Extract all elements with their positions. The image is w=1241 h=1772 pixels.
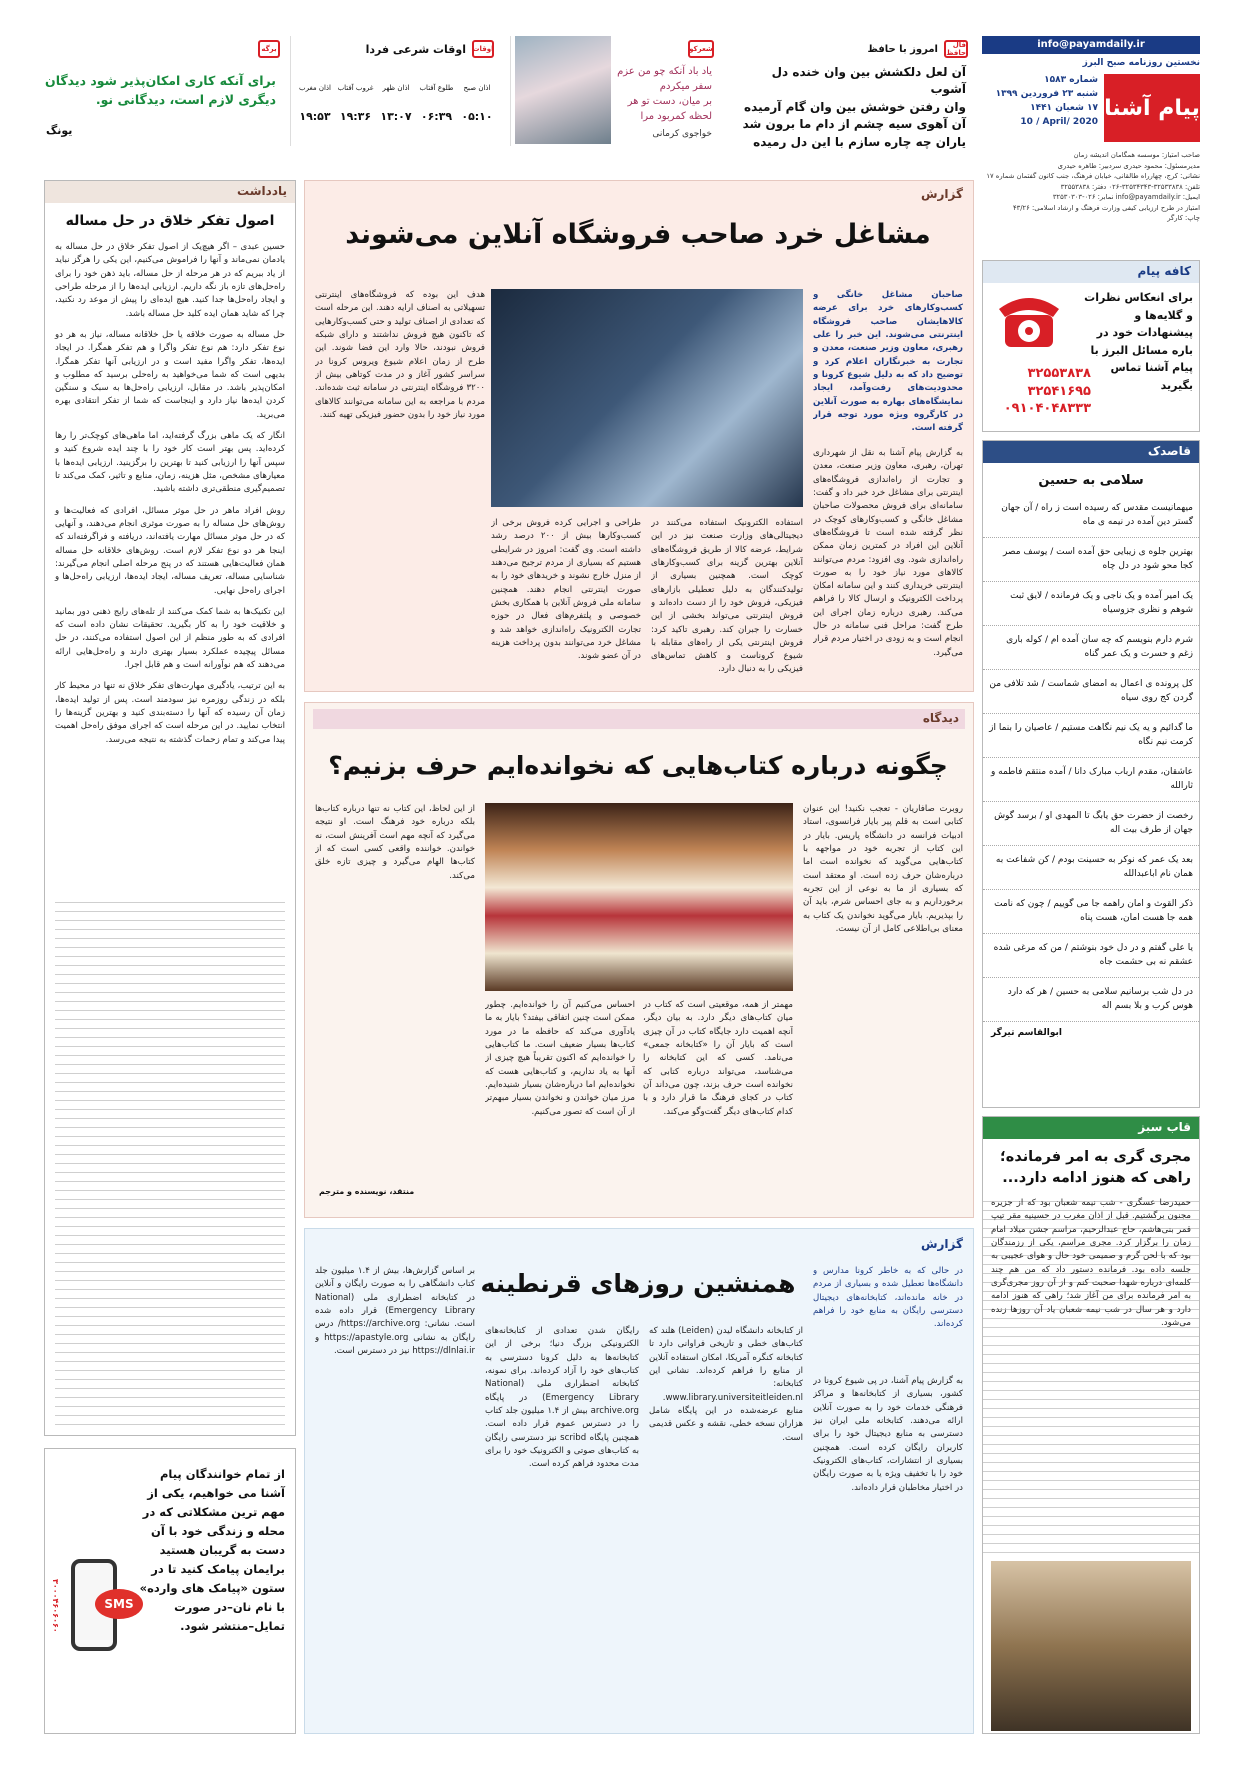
- logo: پیام آشنا: [1104, 74, 1200, 142]
- credit-line: صاحب امتیاز: موسسه همگامان اندیشه زمان: [1073, 151, 1200, 159]
- ghasedak-box: [982, 440, 1200, 1108]
- editorial-title: اصول تفکر خلاق در حل مساله: [65, 213, 275, 229]
- sms-number[interactable]: ۳۰۰۰۴۶۰۶۰۶۰: [51, 1579, 60, 1633]
- poem-couplet: بعد یک عمر که نوکر به حسینت بودم / کن شفاعت به همان نام اباعبدالله: [983, 846, 1199, 890]
- report2-tag: گزارش: [920, 1237, 963, 1251]
- didgah-source: منتقد، نویسنده و مترجم: [319, 1187, 415, 1196]
- editorial-text-continuation: [55, 901, 285, 1425]
- verse-line: یاد باد آنکه چو من عزم سفر میکردم: [617, 66, 712, 92]
- report1-image-cart: [491, 289, 803, 507]
- credit-line: چاپ: کارگر: [1167, 214, 1200, 223]
- prayer-title: اوقات شرعی فردا: [365, 42, 466, 56]
- didgah-box: [304, 702, 974, 1218]
- credits: [982, 150, 1200, 224]
- issue-number: شماره ۱۵۸۳: [1044, 75, 1098, 85]
- hafez-badge: فال حافظ: [944, 40, 968, 58]
- poem-couplet: در دل شب برسانیم سلامی به حسین / هر که دارد هوس کرب و بلا بسم اله: [983, 978, 1199, 1022]
- prayer-head: اذان ظهر: [382, 84, 410, 92]
- prayer-head: غروب آفتاب: [337, 84, 374, 92]
- didgah-tag: دیدگاه: [922, 711, 959, 725]
- report2-box: [304, 1228, 974, 1734]
- cafe-phone[interactable]: ۳۲۵۵۳۸۳۸: [1027, 366, 1091, 381]
- report1-title: مشاغل خرد صاحب فروشگاه آنلاین می‌شوند: [345, 219, 931, 250]
- didgah-image-books: [485, 803, 793, 991]
- date-hijri: ۱۷ شعبان ۱۴۴۱: [1030, 102, 1098, 113]
- report2-col3: رایگان شدن تعدادی از کتابخانه‌های الکترونیکی بزرگ دنیا؛ برخی از این کتابخانه‌ها به دلیل کرونا دسترسی به کتاب‌های خود را آزاد کرده‌اند. برای نمونه، کتابخانه اضطراری ملی (National Emergency Library) در پایگاه archive.org بیش از ۱.۴ میلیون جلد کتاب را در دسترس عموم قرار داده است. همچنین پایگاه scribd نیز دسترسی رایگان به کتاب‌های صوتی و الکترونیک خود را برای مدت محدود فراهم کرده است.: [485, 1326, 639, 1470]
- sms-icon: SMS: [95, 1589, 143, 1619]
- report2-lead: در حالی که به خاطر کرونا مدارس و دانشگاه‌ها تعطیل شده و بسیاری از مردم در خانه مانده‌اند، کتابخانه‌های دیجیتال دسترسی رایگان به منابع خود را فراهم کرده‌اند.: [813, 1266, 963, 1330]
- poem-couplet: ذکر القوث و امان راهمه جا می گوییم / چون که نامت همه جا هست امان، هست پناه: [983, 890, 1199, 934]
- phone-icon: [993, 291, 1065, 351]
- ghasedak-poet: ابوالقاسم تیرگر: [991, 1028, 1062, 1038]
- ghasedak-title: سلامی به حسین: [1038, 473, 1144, 488]
- prayer-badge: اوقات: [472, 40, 494, 58]
- report2-col4: بر اساس گزارش‌ها، بیش از ۱.۴ میلیون جلد کتاب دانشگاهی را به صورت رایگان و آنلاین در کتابخانه اضطراری ملی (National Emergency Library) قرار داده شده است. نشانی: https://archive.org/ درس رایگان به نشانی https://apastyle.org و https://dlnlai.ir نیز در دسترس است.: [315, 1266, 475, 1356]
- quote-text: برای آنکه کاری امکان‌پذیر شود دیدگان دیگری لازم است، دیدگانی نو.: [45, 73, 276, 107]
- editorial-tag: یادداشت: [45, 181, 295, 203]
- prayer-box: [290, 36, 500, 146]
- tagline: نخستین روزنامه صبح البرز: [1082, 58, 1200, 68]
- date-english: 10 / April/ 2020: [1020, 116, 1098, 127]
- poem-couplet: بهترین جلوه ی زیبایی حق آمده است / یوسف مصر کجا محو شود در دل چاه: [983, 538, 1199, 582]
- cafe-phone[interactable]: ۳۲۵۴۱۶۹۵: [1027, 383, 1091, 399]
- report2-col1: به گزارش پیام آشنا، در پی شیوع کرونا در کشور، بسیاری از کتابخانه‌ها و مراکز فرهنگی خدمات خود را به صورت آنلاین ارائه می‌دهند. کتابخانه ملی ایران نیز دسترسی به منابع دیجیتال خود را برای کاربران رایگان کرده است. همچنین بسیاری از انتشارات، کتاب‌های الکترونیک خود را با تخفیف ویژه یا به صورت رایگان در اختیار مخاطبان قرار داده‌اند.: [813, 1376, 963, 1493]
- report1-col4: هدف این بوده که فروشگاه‌های اینترنتی تسهیلاتی به اصناف ارایه دهند. این مرحله است که تعدادی از اصناف تولید و حتی کسب‌وکارهایی که تاکنون هیچ فروش نداشتند و دارای شبکه فروش نبودند، حالا وارد این فضا شوند. این طرح از زمان اعلام شیوع ویروس کرونا در سراسر کشور آغاز و در مدت کوتاهی بیش از ۳۲۰۰ فروشگاه اینترنتی در سامانه ثبت شده‌اند. مردم با مراجعه به این سامانه می‌توانند کالاهای مورد نیاز خود را بدون حضور فیزیکی تهیه کنند.: [315, 290, 485, 420]
- poem-couplet: کل پرونده ی اعمال به امضای شماست / شد تلافی من گردن کج روی سیاه: [983, 670, 1199, 714]
- report1-col3: طراحی و اجرایی کرده فروش برخی از کسب‌وکارها بیش از ۲۰۰ درصد رشد داشته است. وی گفت: امروز در شرایطی هستیم که بسیاری از مردم ترجیح می‌دهند از منزل خارج نشوند و خریدهای خود را به صورت اینترنتی انجام دهند. همچنین سامانه ملی فروش آنلاین با همکاری بخش خصوصی و پلتفرم‌های فعال در حوزه تجارت الکترونیک راه‌اندازی خواهد شد و مشاغل خرد می‌توانند بدون پرداخت هزینه در آن عضو شوند.: [491, 518, 641, 662]
- soldier-photo: [991, 1561, 1191, 1731]
- credit-line: امتیاز در طرح ارزیابی کیفی وزارت فرهنگ و ارشاد اسلامی: ۴۳/۲۶: [1012, 203, 1200, 212]
- report1-lead: صاحبان مشاغل خانگی و کسب‌وکارهای خرد برای عرضه کالاهایشان صاحب فروشگاه اینترنتی می‌شوند. این خبر را علی رهبری، معاون وزیر صنعت، معدن و تجارت به خبرنگاران اعلام کرد و توضیح داد که به دلیل شیوع کرونا و محدودیت‌های رفت‌وآمد، ایجاد نمایشگاه‌های بهاره به صورت آنلاین در کارگروه ویژه مورد توجه قرار گرفته است.: [813, 290, 963, 434]
- poem-couplet: ما گدائیم و یه یک نیم نگاهت مستیم / عاصیان را بنما از کرمت نیم نگاه: [983, 714, 1199, 758]
- report2-title: همنشین روزهای قرنطینه: [480, 1269, 796, 1298]
- editorial-paragraph: انگار که یک ماهی بزرگ گرفته‌اید، اما ماهی‌های کوچک‌تر را رها کرده‌اید. پس بهتر است کار خود را با چند ایده شروع کنید و سپس آنها را ارزیابی کنید تا بهترین را برگزینید. ارزیابی ایده‌ها با معیارهای مشخص، مثل هزینه، زمان، منابع و تاثیر، کمک می‌کند تا تصمیم‌گیری منطقی‌تری داشته باشید.: [55, 431, 285, 495]
- hafez-poem-line: یاران چه چاره سازم با این دل رمیده: [753, 134, 966, 149]
- editorial-paragraph: روش افراد ماهر در حل موثر مسائل، افرادی که فعالیت‌ها و روش‌های حل مساله را به صورت موثری انجام می‌دهند، و آنهایی که در حل موثر مسائل مهارت یافته‌اند، دریافته و فراگرفته‌اند که اینجا هر دو نوع تفکر لازم است. روش‌های خلاقانه حل مساله همان فعالیت‌هایی هستند که در پنج مرحله اصلی انجام می‌گیرند: شناسایی مساله، تعریف مساله، ایجاد ایده‌ها، ارزیابی راه‌حل‌ها و اجرای راه‌حل نهایی.: [55, 505, 285, 596]
- editorial-paragraph: حسین عبدی – اگر هیچ‌یک از اصول تفکر خلاق در حل مساله به یادمان نمی‌ماند و آنها را فراموش می‌کنیم، این یکی را هرگز نباید از یاد ببریم که در هر مرحله از حل مساله، باید ذهن خود را برای راه‌حل‌های تازه باز نگه داریم. ارزیابی ایده‌ها را از مرحله طراحی و ایجاد راه‌حل‌ها جدا کنید. هیچ ایده‌ای را پیش از موعد رد نکنید، چرا که شاید همان ایده کلید حل مساله باشد.: [55, 242, 285, 319]
- report1-col2: استفاده الکترونیک استفاده می‌کنند در دیجیتالی‌های وزارت صنعت نیز در این شرایط، عرضه کالا از طریق فروشگاه‌های آنلاین بهترین گزینه برای کسب‌وکارهای کوچک است. همچنین بسیاری از تولیدکنندگان به دلیل تعطیلی بازارهای فیزیکی، فروش خود را از دست داده‌اند و فروش اینترنتی می‌تواند بخشی از این خسارت را جبران کند. رهبری تاکید کرد: فروش اینترنتی یکی از راه‌های مقابله با شیوع کروناست و کاهش تماس‌های فیزیکی را به دنبال دارد.: [651, 518, 803, 675]
- credit-line: ایمیل: info@payamdaily.ir نمابر: ۰۲۶-۳۲۵۳۰۳۰۳: [1052, 193, 1200, 202]
- poem-couplet: شرم دارم بنویسم که چه سان آمده ام / کوله باری زغم و حسرت و یک عمر گناه: [983, 626, 1199, 670]
- prayer-time: ۰۶:۳۹: [420, 110, 453, 123]
- prayer-time: ۱۹:۳۶: [339, 110, 372, 123]
- didgah-title: چگونه درباره کتاب‌هایی که نخوانده‌ایم حرف بزنیم؟: [328, 751, 948, 780]
- email-bar: info@payamdaily.ir: [982, 36, 1200, 54]
- didgah-col1: روبرت صافاریان - تعجب نکنید! این عنوان کتابی است به قلم پیر بایار فرانسوی، استاد ادبیات فرانسه در دانشگاه پاریس. بایار در این کتاب از تجربه خود در مواجهه با کتاب‌هایی می‌گوید که نخوانده است اما درباره‌شان حرف زده است. او معتقد است که بسیاری از ما به نوعی از این تجربه برخورداریم و به جای احساس شرم، باید آن را بپذیریم. بایار می‌گوید نخواندن یک کتاب به معنای بی‌اطلاعی کامل از آن نیست.: [803, 804, 963, 934]
- poem-couplet: میهمانیست مقدس که رسیده است ز راه / آن جهان گستر دین آمده در نیمه ی ماه: [983, 494, 1199, 538]
- quote-box: [40, 36, 280, 146]
- cafe-phone[interactable]: ۰۹۱۰۴۰۴۸۳۳۳: [1003, 401, 1091, 417]
- prayer-head: اذان مغرب: [299, 84, 331, 92]
- cafe-box: [982, 260, 1200, 432]
- poem-couplet: عاشقان، مقدم ارباب مبارک دانا / آمده منتقم فاطمه و ثارالله: [983, 758, 1199, 802]
- date-persian: شنبه ۲۳ فروردین ۱۳۹۹: [995, 88, 1098, 99]
- sms-text: از تمام خوانندگان پیام آشنا می خواهیم، یکی از مهم ترین مشکلاتی که در محله و زندگی خود با آن دست به گریبان هستید برایمان پیامک کنید تا در ستون «پیامک های وارده» با نام نان–در صورت تمایل–منتشر شود.: [139, 1467, 285, 1633]
- prayer-time: ۱۹:۵۳: [299, 110, 331, 123]
- didgah-col3: احساس می‌کنیم آن را خوانده‌ایم. چطور ممکن است چنین اتفاقی بیفتد؟ بایار به ما یادآوری می‌کند که حافظه ما در مورد کتاب‌ها بسیار ضعیف است. ما کتاب‌هایی را خوانده‌ایم که اکنون تقریباً هیچ چیزی از آنها به یاد نداریم، و کتاب‌هایی هست که نخوانده‌ایم اما درباره‌شان بسیار شنیده‌ایم. مرز میان خواندن و نخواندن بسیار مبهم‌تر از آن است که تصور می‌کنیم.: [485, 1000, 635, 1117]
- prayer-head: اذان صبح: [463, 84, 491, 92]
- credit-line: نشانی: کرج، چهارراه طالقانی، خیابان فرهنگ، جنب کانون گفتمان شماره ۱۷: [986, 172, 1200, 181]
- didgah-col4: از این لحاظ، این کتاب نه تنها درباره کتاب‌ها بلکه درباره خود فرهنگ است. او نتیجه می‌گیرد که آنچه مهم است آفرینش است، نه خواندن. خواننده واقعی کسی است که از کتاب‌ها الهام می‌گیرد و چیزی تازه خلق می‌کند.: [315, 804, 475, 881]
- report1-box: [304, 180, 974, 692]
- sms-box: [44, 1448, 296, 1734]
- prayer-head: طلوع آفتاب: [419, 84, 454, 92]
- report2-col2: از کتابخانه دانشگاه لیدن (Leiden) هلند که کتاب‌های خطی و تاریخی فراوانی دارد تا کتابخانه کنگره آمریکا، امکان استفاده آنلاین از منابع را فراهم کرده‌اند. نشانی این کتابخانه: www.library.universiteitleiden.nl. منابع عرضه‌شده در این پایگاه شامل هزاران نسخه خطی، نقشه و عکس قدیمی است.: [649, 1326, 803, 1443]
- ghabsabz-text: حمیدرضا عسگری - شب نیمه شعبان بود که از جزیره مجنون برگشتیم. قبل از اذان مغرب در حسینیه مقر تیپ قمر بنی‌هاشم، حاج عبدالرحیم، مراسم جشن میلاد امام زمان را برگزار کرد. مجری مراسم، یکی از رزمندگان بود که با لحن گرم و صمیمی خود حال و هوای عجیبی به جلسه داده بود. فرمانده دستور داد که من هم چند کلمه‌ای درباره شهدا صحبت کنم و از آن روز مجری‌گری به امر فرمانده برای من آغاز شد؛ راهی که هنوز ادامه دارد و هر سال در شب نیمه شعبان یاد آن روزها زنده می‌شود.: [983, 1193, 1199, 1553]
- prayer-time: ۰۵:۱۰: [461, 110, 493, 123]
- quote-author: یونگ: [46, 124, 73, 137]
- verse-badge: شعرکو: [688, 40, 714, 58]
- credit-line: مدیرمسئول: محمود حیدری سردبیر: طاهره حیدری: [1057, 161, 1200, 170]
- quote-badge: برگه: [258, 40, 280, 58]
- editorial-paragraph: این تکنیک‌ها به شما کمک می‌کنند از تله‌های رایج ذهنی دور بمانید و خلاقیت خود را به کار بگیرید. تحقیقات نشان داده است که افرادی که به طور منظم از این اصول استفاده می‌کنند، در حل مسائل پیچیده عملکرد بسیار بهتری دارند و راه‌حل‌هایی ارائه می‌دهند که هم نوآورانه است و هم قابل اجرا.: [55, 606, 285, 671]
- ghabsabz-box: [982, 1116, 1200, 1734]
- hafez-poem-line: وان رفتن خوشش بین وان گام آرمیده: [744, 99, 966, 114]
- ghabsabz-tag: قاب سبز: [983, 1117, 1199, 1139]
- credit-line: تلفن: ۳۲۵۳۳۸۳۸-۳۲۵۳۴۳۴۳-۰۲۶ دفتر: ۳۲۵۵۳۸۳۸: [1060, 182, 1200, 191]
- hafez-poem-line: آن آهوی سیه چشم از دام ما برون شد: [742, 117, 966, 132]
- verse-line: بر میان، دست تو هر لحظه کمربود مرا: [627, 96, 712, 122]
- didgah-col2: مهمتر از همه، موقعیتی است که کتاب در میان کتاب‌های دیگر دارد. به بیان دیگر، آنچه اهمیت دارد جایگاه کتاب در آن چیزی است که بایار آن را «کتابخانه جمعی» می‌نامد. کسی که این کتابخانه را می‌شناسد، می‌تواند درباره کتابی که نخوانده است حرف بزند، چون می‌داند آن کتاب در کجای فرهنگ ما قرار دارد و با کدام کتاب‌های دیگر گفت‌وگو می‌کند.: [643, 1000, 793, 1117]
- masthead: [982, 36, 1200, 146]
- prayer-time: ۱۳:۰۷: [380, 110, 412, 123]
- didgah-tag-bar: [313, 709, 965, 729]
- hafez-title: امروز با حافظ: [867, 43, 938, 55]
- report1-tag: گزارش: [920, 187, 963, 201]
- ghasedak-tag: قاصدک: [983, 441, 1199, 463]
- verse-box: [510, 36, 720, 146]
- poem-couplet: یک امیر آمده و یک ناجی و یک فرمانده / لایق ثبت شوهم و نظری جزوسیاه: [983, 582, 1199, 626]
- editorial-paragraph: حل مساله به صورت خلاقه یا حل خلاقانه مساله، نیاز به هر دو نوع تفکر دارد: هم نوع تفکر واگرا و هم تفکر همگرا. در ایجاد ایده‌ها، تفکر واگرا مفید است و در ارزیابی آنها تفکر همگرا. بدیهی است که شما می‌خواهید به راه‌حلی برسید که مطلوب و امکان‌پذیر باشد. در مقابل، ارزیابی راه‌حل‌ها به سبک و سنگین کردن ایده‌ها نیاز دارد و اینجاست که شما از تفکر انتقادی بهره می‌برید.: [55, 329, 285, 420]
- hafez-poem-line: آن لعل دلکشش بین وان خنده دل آشوب: [771, 65, 966, 97]
- poem-couplet: یا علی گفتم و در دل خود بنوشتم / من که مرغی شده عشقم نه بی حشمت جاه: [983, 934, 1199, 978]
- cafe-tag: کافه پیام: [983, 261, 1199, 283]
- top-strip: [40, 36, 970, 149]
- hafez-box: [730, 36, 970, 149]
- verse-poet: خواجوی کرمانی: [652, 129, 712, 139]
- editorial-paragraph: به این ترتیب، یادگیری مهارت‌های تفکر خلاق نه تنها در محیط کار بلکه در زندگی روزمره نیز سودمند است. پس از تولید ایده‌ها، زمان آن رسیده که آنها را دسته‌بندی کنید و بهترین گزینه‌ها را انتخاب نمایید. در این مرحله است که اجرای موفق راه‌حل اهمیت پیدا می‌کند و تمام زحمات گذشته به نتیجه می‌رسد.: [55, 681, 285, 745]
- poem-couplet: رخصت از حضرت حق یابگ تا المهدی او / برسد گوش جهان از طرف بیت اله: [983, 802, 1199, 846]
- ghabsabz-title: مجری گری به امر فرمانده؛ راهی که هنوز ادامه دارد...: [1000, 1149, 1191, 1187]
- flower-image: [515, 36, 611, 144]
- report1-col1: به گزارش پیام آشنا به نقل از شهرداری تهران، رهبری، معاون وزیر صنعت، معدن و تجارت از راه‌اندازی فروشگاه‌های اینترنتی برای مشاغل خرد خبر داد و گفت: سامانه‌ای برای فروش محصولات صاحبان مشاغل خانگی و کسب‌وکارهای کوچک در نظر گرفته شده است تا فروشگاه‌های آنلاین این افراد در کمترین زمان ممکن راه‌اندازی شود. وی افزود: مردم می‌توانند کالاهای مورد نیاز خود را به صورت اینترنتی خریداری کنند و این سامانه امکان پرداخت الکترونیک و ارسال کالا را فراهم می‌کند. رهبری درباره زمان اجرای این طرح گفت: مراحل فنی سامانه در حال انجام است و به زودی در اختیار مردم قرار می‌گیرد.: [813, 448, 963, 658]
- cafe-text: برای انعکاس نظرات و گلایه‌ها و پیشنهادات خود در باره مسائل البرز با پیام آشنا تماس بگیرید: [1084, 291, 1193, 392]
- editorial-box: [44, 180, 296, 1436]
